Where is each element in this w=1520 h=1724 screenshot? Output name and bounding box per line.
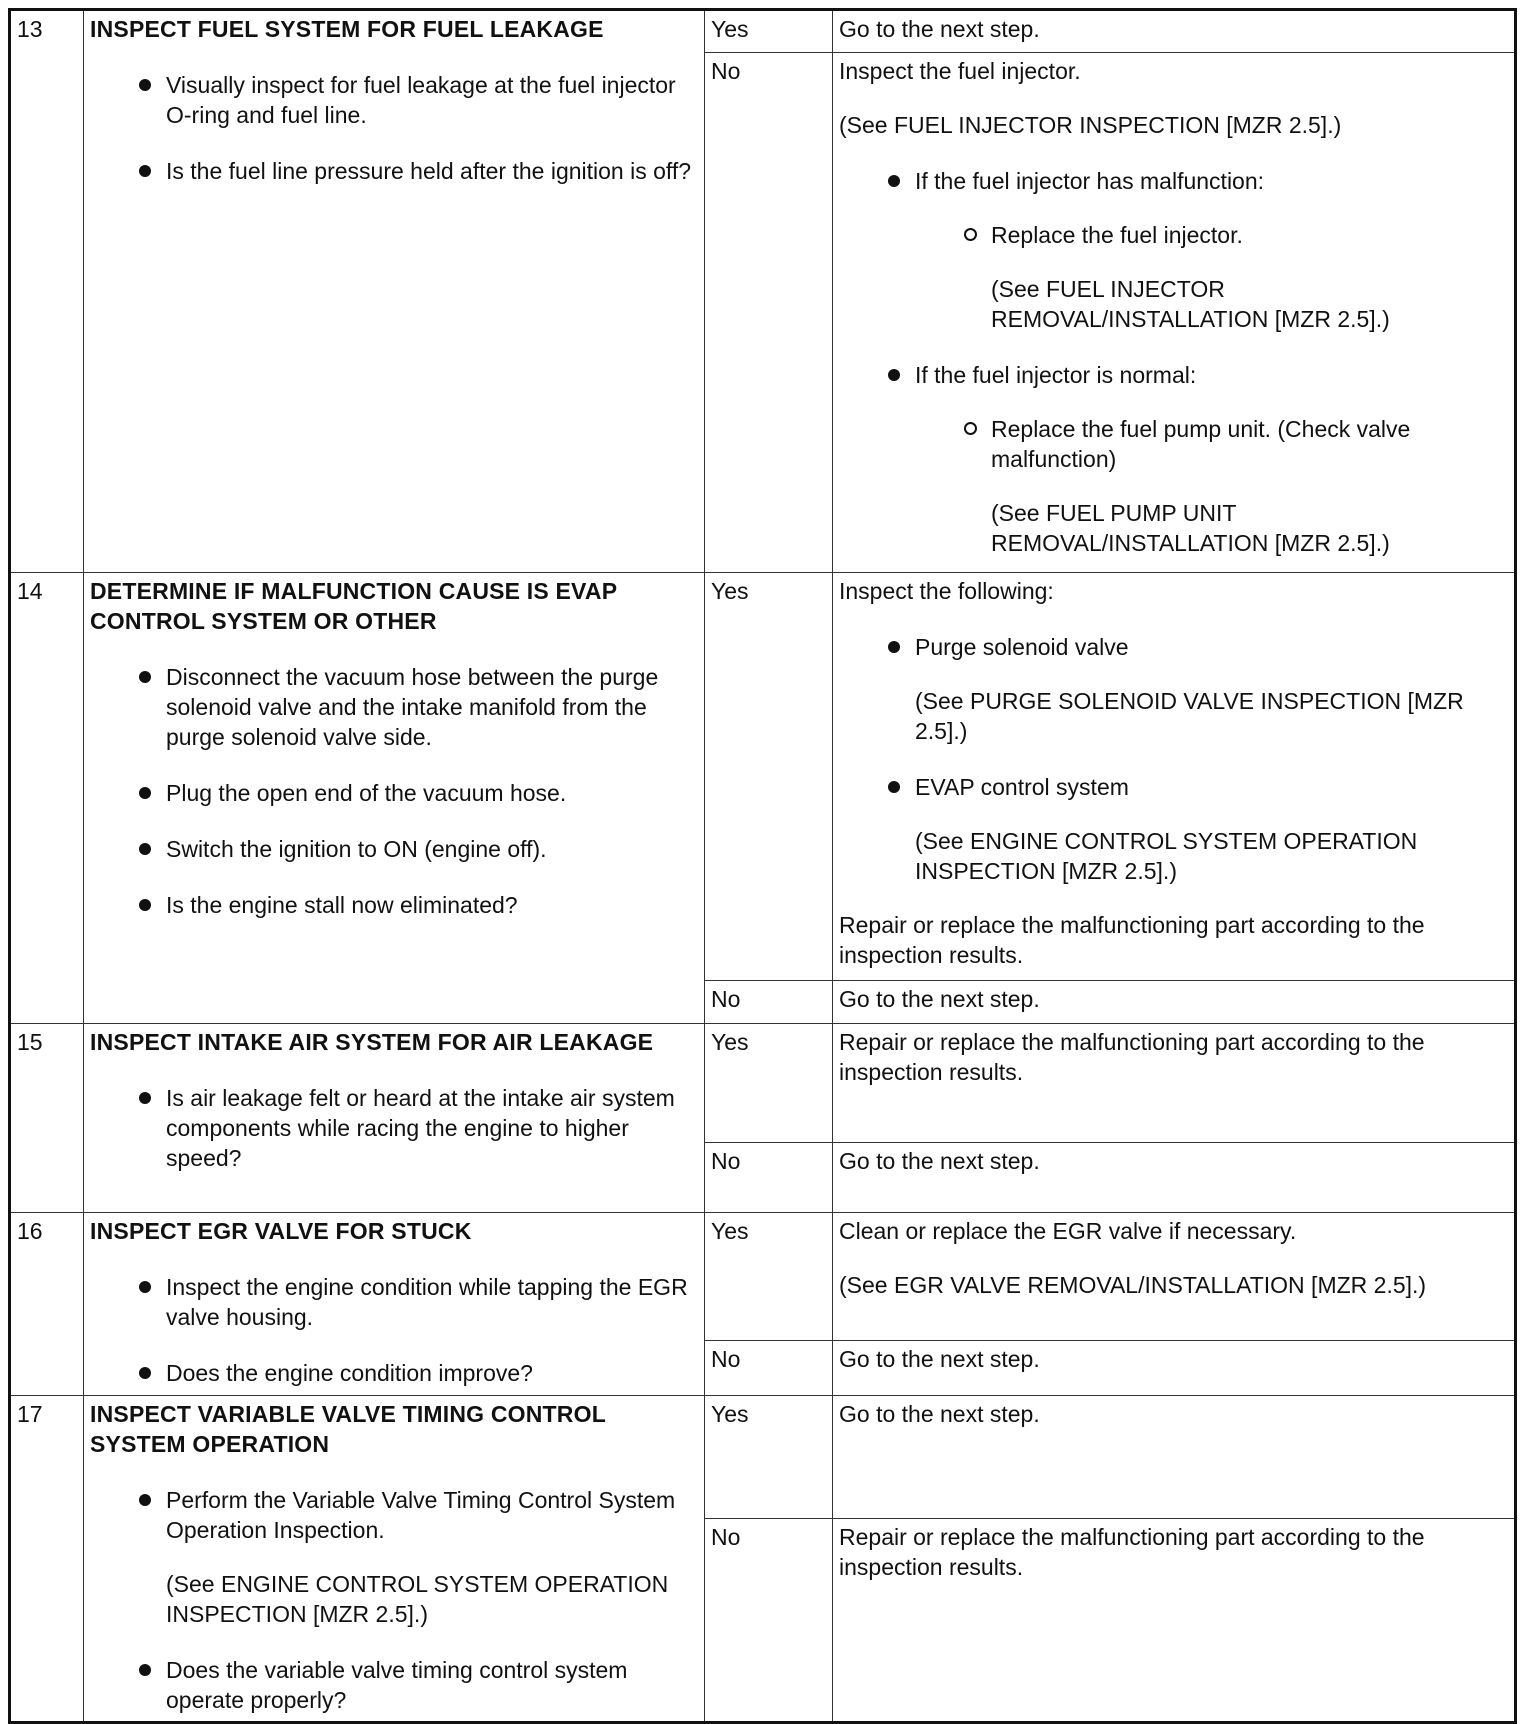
- action-cell: [833, 573, 1516, 981]
- action-sub-bullet: Replace the fuel injector.: [839, 220, 1508, 250]
- action-cell: Go to the next step.: [833, 1396, 1516, 1519]
- result-no: No: [705, 1519, 833, 1723]
- action-cell: [833, 53, 1516, 573]
- inspection-cell: [84, 573, 705, 1024]
- inspection-bullet: Visually inspect for fuel leakage at the fuel injector O-ring and fuel line.: [90, 70, 698, 130]
- step-title: INSPECT INTAKE AIR SYSTEM FOR AIR LEAKAGE: [90, 1029, 654, 1055]
- step-16-yes-row: [10, 1213, 1516, 1341]
- step-title: INSPECT VARIABLE VALVE TIMING CONTROL SYSTEM OPERATION: [90, 1401, 606, 1457]
- action-cell: Repair or replace the malfunctioning part according to the inspection results.: [833, 1519, 1516, 1723]
- step-number: 13: [10, 10, 84, 573]
- reference-link[interactable]: (See FUEL INJECTOR INSPECTION [MZR 2.5].): [839, 112, 1342, 138]
- inspection-cell: [84, 10, 705, 573]
- inspection-bullet: Disconnect the vacuum hose between the purge solenoid valve and the intake manifold from the purge solenoid valve side.: [90, 662, 698, 752]
- inspection-bullet: Does the variable valve timing control system operate properly?: [90, 1655, 698, 1715]
- inspection-bullet: Does the engine condition improve?: [90, 1358, 698, 1388]
- inspection-bullet: Is the fuel line pressure held after the ignition is off?: [90, 156, 698, 186]
- inspection-bullet: Is the engine stall now eliminated?: [90, 890, 698, 920]
- action-cell: [833, 1213, 1516, 1341]
- action-sub-bullet: Replace the fuel pump unit. (Check valve malfunction): [839, 414, 1508, 474]
- step-title: INSPECT EGR VALVE FOR STUCK: [90, 1218, 472, 1244]
- action-cell: Go to the next step.: [833, 1341, 1516, 1396]
- inspection-cell: [84, 1396, 705, 1723]
- step-title: DETERMINE IF MALFUNCTION CAUSE IS EVAP CONTROL SYSTEM OR OTHER: [90, 578, 617, 634]
- reference-link[interactable]: (See ENGINE CONTROL SYSTEM OPERATION INSPECTION [MZR 2.5].): [915, 828, 1418, 884]
- action-bullet: If the fuel injector is normal:: [839, 360, 1508, 390]
- reference-link[interactable]: (See FUEL INJECTOR REMOVAL/INSTALLATION [MZR 2.5].): [991, 276, 1390, 332]
- action-text: Inspect the following:: [839, 578, 1054, 604]
- inspection-bullet: Switch the ignition to ON (engine off).: [90, 834, 698, 864]
- action-text: Clean or replace the EGR valve if necessary.: [839, 1218, 1297, 1244]
- result-no: No: [705, 1341, 833, 1396]
- result-yes: Yes: [705, 1024, 833, 1143]
- action-text: Inspect the fuel injector.: [839, 58, 1081, 84]
- inspection-bullet: Plug the open end of the vacuum hose.: [90, 778, 698, 808]
- inspection-bullet: Is air leakage felt or heard at the intake air system components while racing the engine to higher speed?: [90, 1083, 698, 1173]
- result-yes: Yes: [705, 1213, 833, 1341]
- action-cell: Go to the next step.: [833, 1143, 1516, 1213]
- result-no: No: [705, 53, 833, 573]
- step-number: 15: [10, 1024, 84, 1213]
- action-bullet: If the fuel injector has malfunction:: [839, 166, 1508, 196]
- step-number: 17: [10, 1396, 84, 1723]
- reference-link[interactable]: (See PURGE SOLENOID VALVE INSPECTION [MZR 2.5].): [915, 688, 1464, 744]
- inspection-cell: [84, 1213, 705, 1396]
- result-yes: Yes: [705, 10, 833, 53]
- action-cell: Repair or replace the malfunctioning part according to the inspection results.: [833, 1024, 1516, 1143]
- inspection-bullet: Perform the Variable Valve Timing Control System Operation Inspection.: [90, 1485, 698, 1545]
- action-cell: Go to the next step.: [833, 10, 1516, 53]
- step-14-yes-row: [10, 573, 1516, 981]
- inspection-cell: [84, 1024, 705, 1213]
- diagnostic-procedure-table: [8, 8, 1517, 1724]
- step-number: 16: [10, 1213, 84, 1396]
- reference-link[interactable]: (See ENGINE CONTROL SYSTEM OPERATION INSPECTION [MZR 2.5].): [166, 1571, 669, 1627]
- action-bullet: EVAP control system: [839, 772, 1508, 802]
- result-no: No: [705, 1143, 833, 1213]
- result-no: No: [705, 981, 833, 1024]
- reference-link[interactable]: (See FUEL PUMP UNIT REMOVAL/INSTALLATION [MZR 2.5].): [991, 500, 1390, 556]
- action-bullet: Purge solenoid valve: [839, 632, 1508, 662]
- reference-link[interactable]: (See EGR VALVE REMOVAL/INSTALLATION [MZR 2.5].): [839, 1272, 1427, 1298]
- step-15-yes-row: [10, 1024, 1516, 1143]
- inspection-bullet: Inspect the engine condition while tapping the EGR valve housing.: [90, 1272, 698, 1332]
- action-text: Repair or replace the malfunctioning part according to the inspection results.: [839, 912, 1425, 968]
- step-17-yes-row: [10, 1396, 1516, 1519]
- step-title: INSPECT FUEL SYSTEM FOR FUEL LEAKAGE: [90, 16, 604, 42]
- step-13-yes-row: [10, 10, 1516, 53]
- troubleshooting-page: [8, 8, 1514, 1724]
- result-yes: Yes: [705, 573, 833, 981]
- result-yes: Yes: [705, 1396, 833, 1519]
- action-cell: Go to the next step.: [833, 981, 1516, 1024]
- step-number: 14: [10, 573, 84, 1024]
